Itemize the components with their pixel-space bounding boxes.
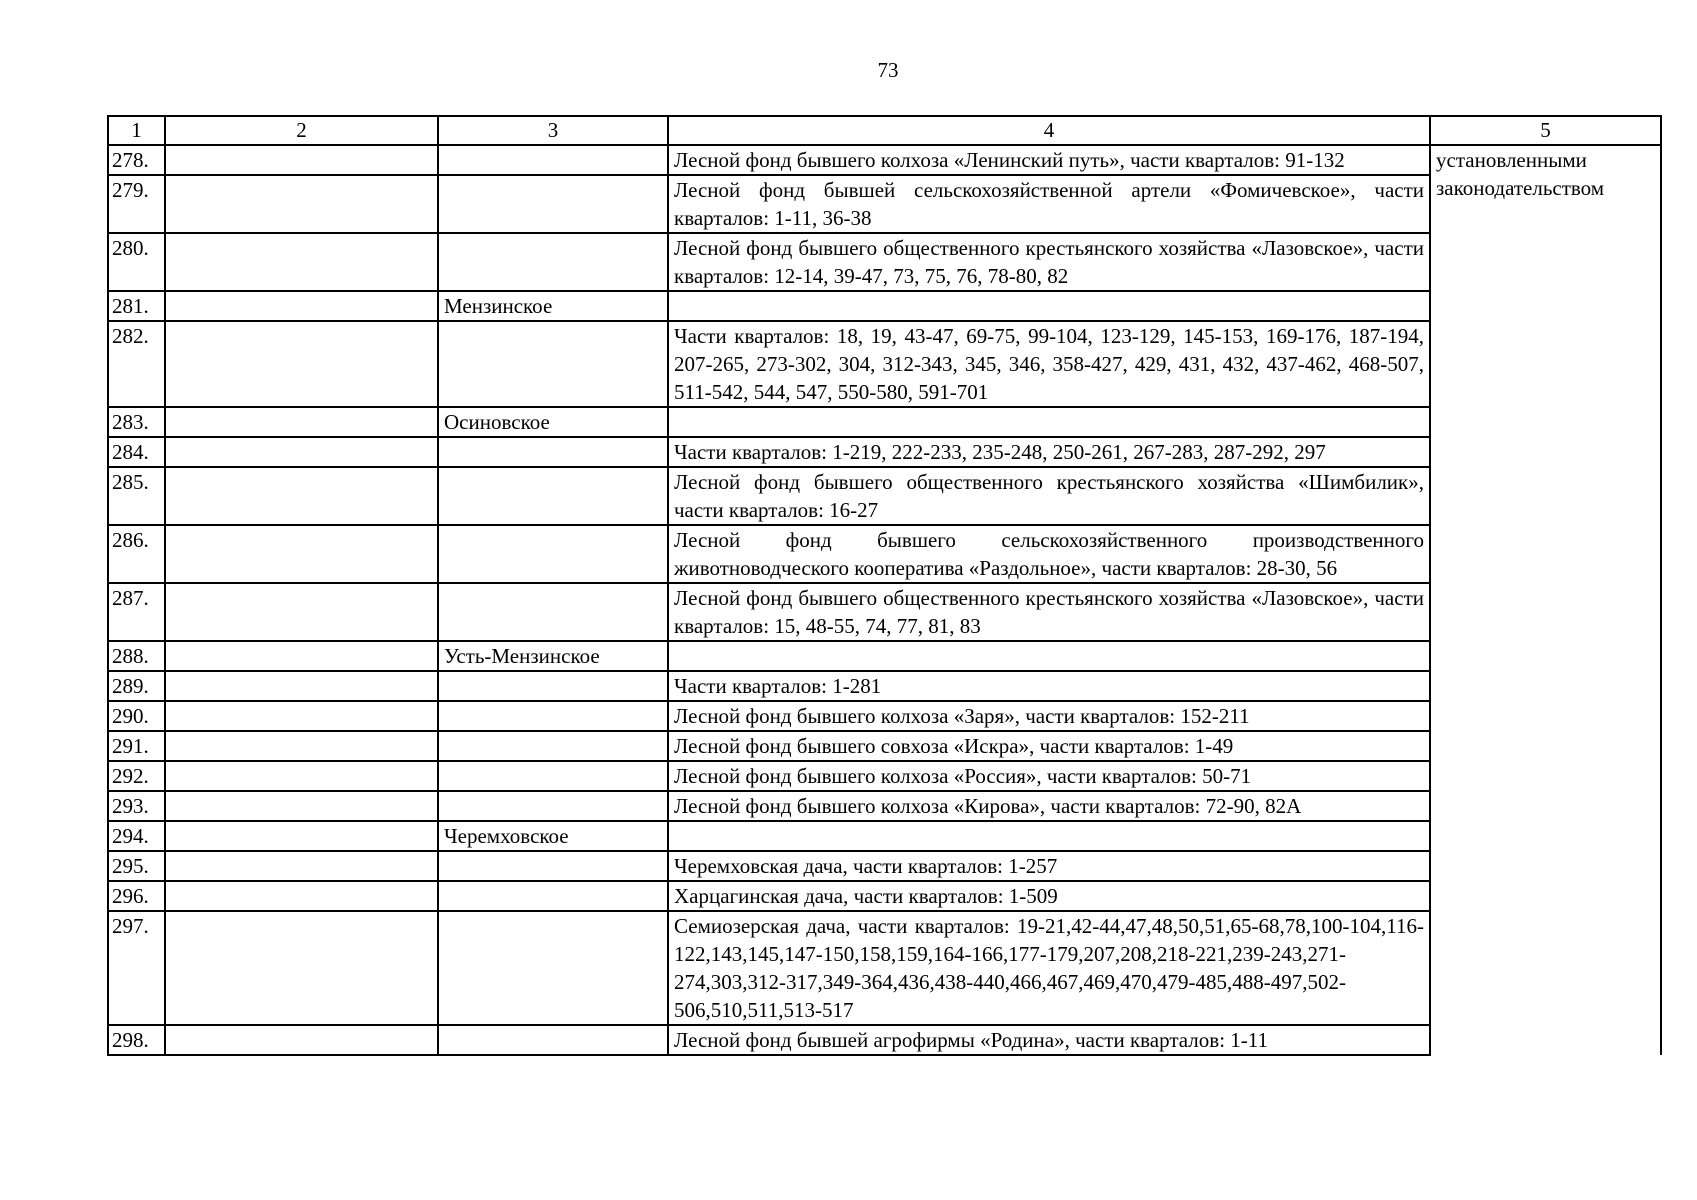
table-row [108,911,1661,1025]
table-row [108,525,1661,583]
description-cell: Черемховская дача, части кварталов: 1-257 [668,851,1430,881]
description-cell: Харцагинская дача, части кварталов: 1-509 [668,881,1430,911]
column-2-cell [165,175,438,233]
column-2-cell [165,821,438,851]
locality-cell [438,175,668,233]
column-2-cell [165,291,438,321]
locality-cell: Черемховское [438,821,668,851]
row-number-cell: 281. [108,291,165,321]
column-2-cell [165,791,438,821]
table-row [108,175,1661,233]
table-row [108,437,1661,467]
page-number: 73 [877,58,899,82]
description-cell [668,641,1430,671]
locality-cell [438,731,668,761]
locality-cell [438,583,668,641]
locality-cell [438,437,668,467]
description-cell: Лесной фонд бывшего колхоза «Заря», части кварталов: 152-211 [668,701,1430,731]
row-number-cell: 284. [108,437,165,467]
description-cell: Лесной фонд бывшего колхоза «Кирова», части кварталов: 72-90, 82А [668,791,1430,821]
description-cell: Лесной фонд бывшего колхоза «Ленинский путь», части кварталов: 91-132 [668,145,1430,175]
row-number-cell: 298. [108,1025,165,1055]
description-cell [668,407,1430,437]
column-2-cell [165,145,438,175]
locality-cell [438,791,668,821]
header-row [108,116,1661,145]
description-cell: Лесной фонд бывшего общественного крестьянского хозяйства «Шимбилик», части кварталов: 16-27 [668,467,1430,525]
row-number-cell: 291. [108,731,165,761]
column-2-cell [165,911,438,1025]
column-2-cell [165,701,438,731]
row-number-cell: 294. [108,821,165,851]
column-2-cell [165,583,438,641]
row-number-cell: 292. [108,761,165,791]
row-number-cell: 286. [108,525,165,583]
description-cell: Части кварталов: 18, 19, 43-47, 69-75, 99-104, 123-129, 145-153, 169-176, 187-194, 207-265, 273-302, 304, 312-343, 345, 346, 358-427, 429, 431, 432, 437-462, 468-507, 511-542, 544, 547, 550-580, 591-701 [668,321,1430,407]
description-cell: Части кварталов: 1-281 [668,671,1430,701]
column-2-cell [165,525,438,583]
table-row [108,407,1661,437]
locality-cell [438,671,668,701]
description-cell [668,821,1430,851]
row-number-cell: 285. [108,467,165,525]
table-row [108,791,1661,821]
table-row [108,1025,1661,1055]
column-2-cell [165,321,438,407]
table-row [108,145,1661,175]
description-cell: Лесной фонд бывшей сельскохозяйственной артели «Фомичевское», части кварталов: 1-11, 36-38 [668,175,1430,233]
column-2-cell [165,1025,438,1055]
table-row [108,321,1661,407]
locality-cell [438,701,668,731]
locality-cell [438,911,668,1025]
row-number-cell: 290. [108,701,165,731]
row-number-cell: 280. [108,233,165,291]
description-cell: Семиозерская дача, части кварталов: 19-21,42-44,47,48,50,51,65-68,78,100-104,116-122,143,145,147-150,158,159,164-166,177-179,207,208,218-221,239-243,271-274,303,312-317,349-364,436,438-440,466,467,469,470,479-485,488-497,502-506,510,511,513-517 [668,911,1430,1025]
locality-cell [438,321,668,407]
header-cell-3: 3 [438,116,668,145]
description-cell: Лесной фонд бывшего сельскохозяйственного производственного животноводческого кооператива «Раздольное», части кварталов: 28-30, 56 [668,525,1430,583]
column-2-cell [165,881,438,911]
column-2-cell [165,761,438,791]
column-5-cell [1430,145,1661,1055]
locality-cell: Мензинское [438,291,668,321]
locality-cell: Усть-Мензинское [438,641,668,671]
column-2-cell [165,233,438,291]
locality-cell [438,467,668,525]
locality-cell [438,233,668,291]
row-number-cell: 295. [108,851,165,881]
table-body [108,145,1661,1055]
table-row [108,701,1661,731]
table-row [108,731,1661,761]
column-2-cell [165,467,438,525]
table-row [108,467,1661,525]
row-number-cell: 278. [108,145,165,175]
table-row [108,851,1661,881]
description-cell: Части кварталов: 1-219, 222-233, 235-248, 250-261, 267-283, 287-292, 297 [668,437,1430,467]
locality-cell [438,145,668,175]
description-cell: Лесной фонд бывшего общественного крестьянского хозяйства «Лазовское», части кварталов: 15, 48-55, 74, 77, 81, 83 [668,583,1430,641]
description-cell: Лесной фонд бывшего колхоза «Россия», части кварталов: 50-71 [668,761,1430,791]
column-2-cell [165,731,438,761]
locality-cell [438,881,668,911]
row-number-cell: 279. [108,175,165,233]
table-row [108,641,1661,671]
header-cell-5: 5 [1430,116,1661,145]
column-2-cell [165,641,438,671]
locality-cell [438,851,668,881]
header-cell-1: 1 [108,116,165,145]
description-cell: Лесной фонд бывшего совхоза «Искра», части кварталов: 1-49 [668,731,1430,761]
table-row [108,583,1661,641]
row-number-cell: 288. [108,641,165,671]
locality-cell [438,525,668,583]
table-row [108,881,1661,911]
column-2-cell [165,671,438,701]
header-cell-2: 2 [165,116,438,145]
row-number-cell: 296. [108,881,165,911]
table-row [108,291,1661,321]
header-cell-4: 4 [668,116,1430,145]
column-2-cell [165,437,438,467]
locality-cell [438,1025,668,1055]
locality-cell: Осиновское [438,407,668,437]
table-row [108,671,1661,701]
row-number-cell: 282. [108,321,165,407]
description-cell [668,291,1430,321]
row-number-cell: 289. [108,671,165,701]
column-2-cell [165,407,438,437]
description-cell: Лесной фонд бывшего общественного крестьянского хозяйства «Лазовское», части кварталов: 12-14, 39-47, 73, 75, 76, 78-80, 82 [668,233,1430,291]
description-cell: Лесной фонд бывшей агрофирмы «Родина», части кварталов: 1-11 [668,1025,1430,1055]
row-number-cell: 297. [108,911,165,1025]
row-number-cell: 293. [108,791,165,821]
column-2-cell [165,851,438,881]
column-5-text: законодательством [1436,176,1605,200]
table-row [108,233,1661,291]
forest-fund-table [107,115,1662,1056]
row-number-cell: 287. [108,583,165,641]
row-number-cell: 283. [108,407,165,437]
locality-cell [438,761,668,791]
table-row [108,821,1661,851]
table-row [108,761,1661,791]
column-5-text: установленными [1436,148,1587,172]
